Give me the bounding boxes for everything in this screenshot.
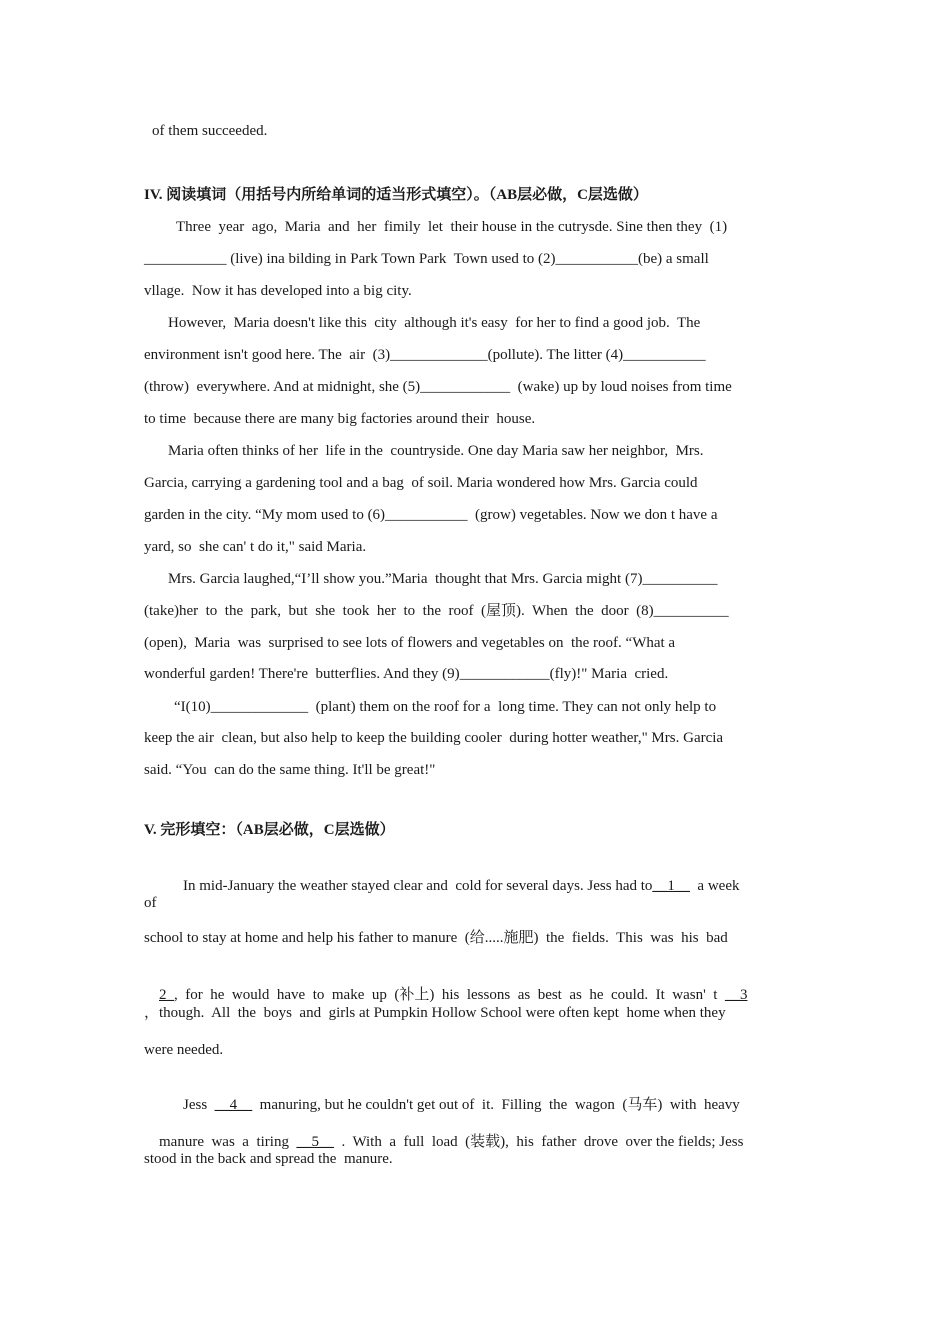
cloze-text: . With a full load (装载), his father drove over the fields; Jess: [341, 1134, 744, 1150]
cloze-text: [207, 1097, 215, 1113]
continued-text: of them succeeded.: [152, 123, 268, 139]
passage-line: Garcia, carrying a gardening tool and a bag of soil. Maria wondered how Mrs. Garcia could: [144, 475, 698, 491]
passage-line: environment isn't good here. The air (3)_____________(pollute). The litter (4)___________: [144, 347, 706, 363]
passage-line: to time because there are many big factories around their house.: [144, 411, 536, 427]
cloze-text: manuring, but he couldn't get out of it. Filling the wagon (马车) with heavy: [259, 1097, 740, 1113]
passage-line: However, Maria doesn't like this city although it's easy for her to find a good job. The: [168, 315, 701, 331]
passage-line: vllage. Now it has developed into a big city.: [144, 283, 412, 299]
passage-line: said. “You can do the same thing. It'll be great!": [144, 762, 436, 778]
cloze-text: manure was a tiring: [159, 1134, 289, 1150]
passage-line: wonderful garden! There're butterflies. And they (9)____________(fly)!" Maria cried.: [144, 666, 669, 682]
cloze-blank-2: 2_: [159, 987, 174, 1003]
cloze-blank-4: __4__: [214, 1097, 253, 1113]
cloze-text: Jess: [183, 1097, 208, 1113]
cloze-text: [252, 1097, 260, 1113]
cloze-blank-5: __5__: [296, 1134, 334, 1150]
section-5-heading: V. 完形填空：（AB层必做，C层选做）: [144, 822, 395, 838]
passage-line: yard, so she can' t do it," said Maria.: [144, 539, 367, 555]
cloze-line: ，though. All the boys and girls at Pumpkin Hollow School were often kept home when they: [144, 1005, 726, 1021]
passage-line: garden in the city. “My mom used to (6)___________ (grow) vegetables. Now we don t have a: [144, 507, 718, 523]
cloze-text: , for he would have to make up (补上) his lessons as best as he could. It wasn' t: [174, 987, 718, 1003]
passage-line: Three year ago, Maria and her fimily let their house in the cutrysde. Sine then they (1): [176, 219, 728, 235]
cloze-line: school to stay at home and help his father to manure (给.....施肥) the fields. This was his bad: [144, 930, 728, 946]
cloze-line: [168, 856, 739, 916]
passage-line: keep the air clean, but also help to keep the building cooler during hotter weather," Mrs. Garcia: [144, 730, 724, 746]
cloze-blank-3: __3: [724, 987, 748, 1003]
cloze-text: a week: [697, 878, 740, 894]
cloze-text: [717, 987, 725, 1003]
cloze-line: stood in the back and spread the manure.: [144, 1151, 393, 1167]
cloze-line: were needed.: [144, 1042, 224, 1058]
passage-line: Mrs. Garcia laughed,“I’ll show you.”Maria thought that Mrs. Garcia might (7)__________: [168, 571, 718, 587]
passage-line: Maria often thinks of her life in the countryside. One day Maria saw her neighbor, Mrs.: [168, 443, 704, 459]
cloze-blank-1: __1__: [652, 878, 690, 894]
passage-line: (take)her to the park, but she took her to the roof (屋顶). When the door (8)__________: [144, 603, 729, 619]
passage-line: (open), Maria was surprised to see lots of flowers and vegetables on the roof. “What a: [144, 635, 676, 651]
cloze-text: In mid-January the weather stayed clear and cold for several days. Jess had to: [183, 878, 653, 894]
section-4-heading: IV. 阅读填词（用括号内所给单词的适当形式填空）。（AB层必做，C层选做）: [144, 187, 648, 203]
passage-line: “I(10)_____________ (plant) them on the roof for a long time. They can not only help to: [174, 699, 717, 715]
passage-line: ___________ (live) ina bilding in Park Town Park Town used to (2)___________(be) a small: [144, 251, 709, 267]
cloze-line: of: [144, 895, 157, 911]
passage-line: (throw) everywhere. And at midnight, she (5)____________ (wake) up by loud noises from time: [144, 379, 732, 395]
